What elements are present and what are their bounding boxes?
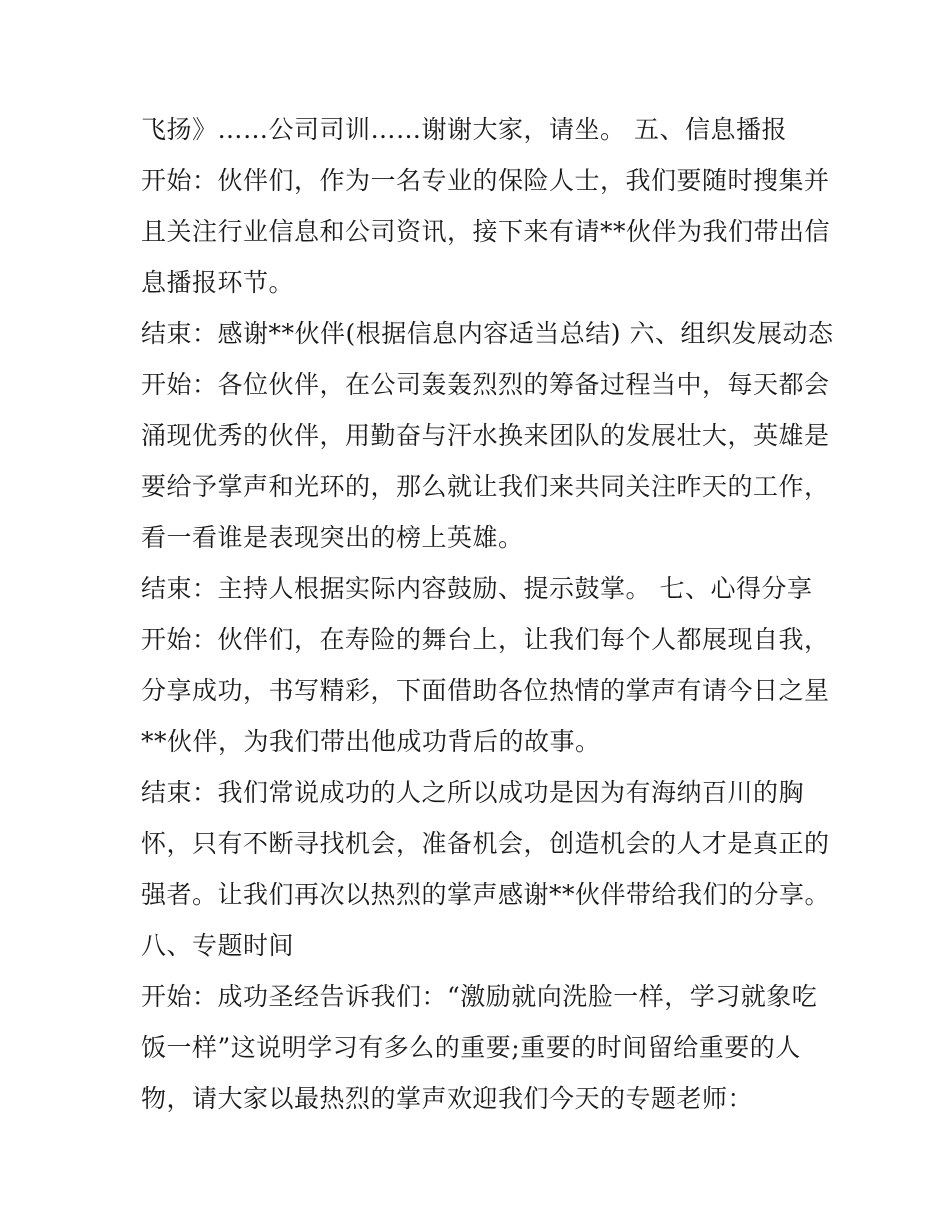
text-line: 开始：成功圣经告诉我们：“激励就向洗脸一样，学习就象吃 [141,982,818,1011]
document-body [141,108,834,1128]
text-line: 要给予掌声和光环的，那么就让我们来共同关注昨天的工作， [141,472,830,501]
text-line: 看一看谁是表现突出的榜上英雄。 [141,523,524,552]
text-line: 开始：各位伙伴，在公司轰轰烈烈的筹备过程当中，每天都会 [141,370,830,399]
text-line: 且关注行业信息和公司资讯，接下来有请**伙伴为我们带出信 [141,217,831,246]
text-line: 涌现优秀的伙伴，用勤奋与汗水换来团队的发展壮大，英雄是 [141,421,830,450]
text-line: 分享成功，书写精彩，下面借助各位热情的掌声有请今日之星 [141,676,830,705]
text-line: 开始：伙伴们，在寿险的舞台上，让我们每个人都展现自我， [141,625,830,654]
section-heading: 八、专题时间 [141,931,295,960]
text-line: 结束：我们常说成功的人之所以成功是因为有海纳百川的胸 [141,778,805,807]
text-line: 怀，只有不断寻找机会，准备机会，创造机会的人才是真正的 [141,829,830,858]
text-line: 飞扬》……公司司训……谢谢大家，请坐。 五、信息播报 [141,115,787,144]
text-line: 物，请大家以最热烈的掌声欢迎我们今天的专题老师： [141,1084,754,1113]
text-line: 饭一样”这说明学习有多么的重要;重要的时间留给重要的人 [141,1033,801,1062]
text-line: **伙伴，为我们带出他成功背后的故事。 [141,727,601,756]
text-line: 结束：主持人根据实际内容鼓励、提示鼓掌。 七、心得分享 [141,574,813,603]
text-line: 息播报环节。 [141,268,295,297]
text-line: 结束：感谢**伙伴(根据信息内容适当总结) 六、组织发展动态 [141,319,834,348]
text-line: 强者。让我们再次以热烈的掌声感谢**伙伴带给我们的分享。 [141,880,831,909]
text-line: 开始：伙伴们，作为一名专业的保险人士，我们要随时搜集并 [141,166,830,195]
